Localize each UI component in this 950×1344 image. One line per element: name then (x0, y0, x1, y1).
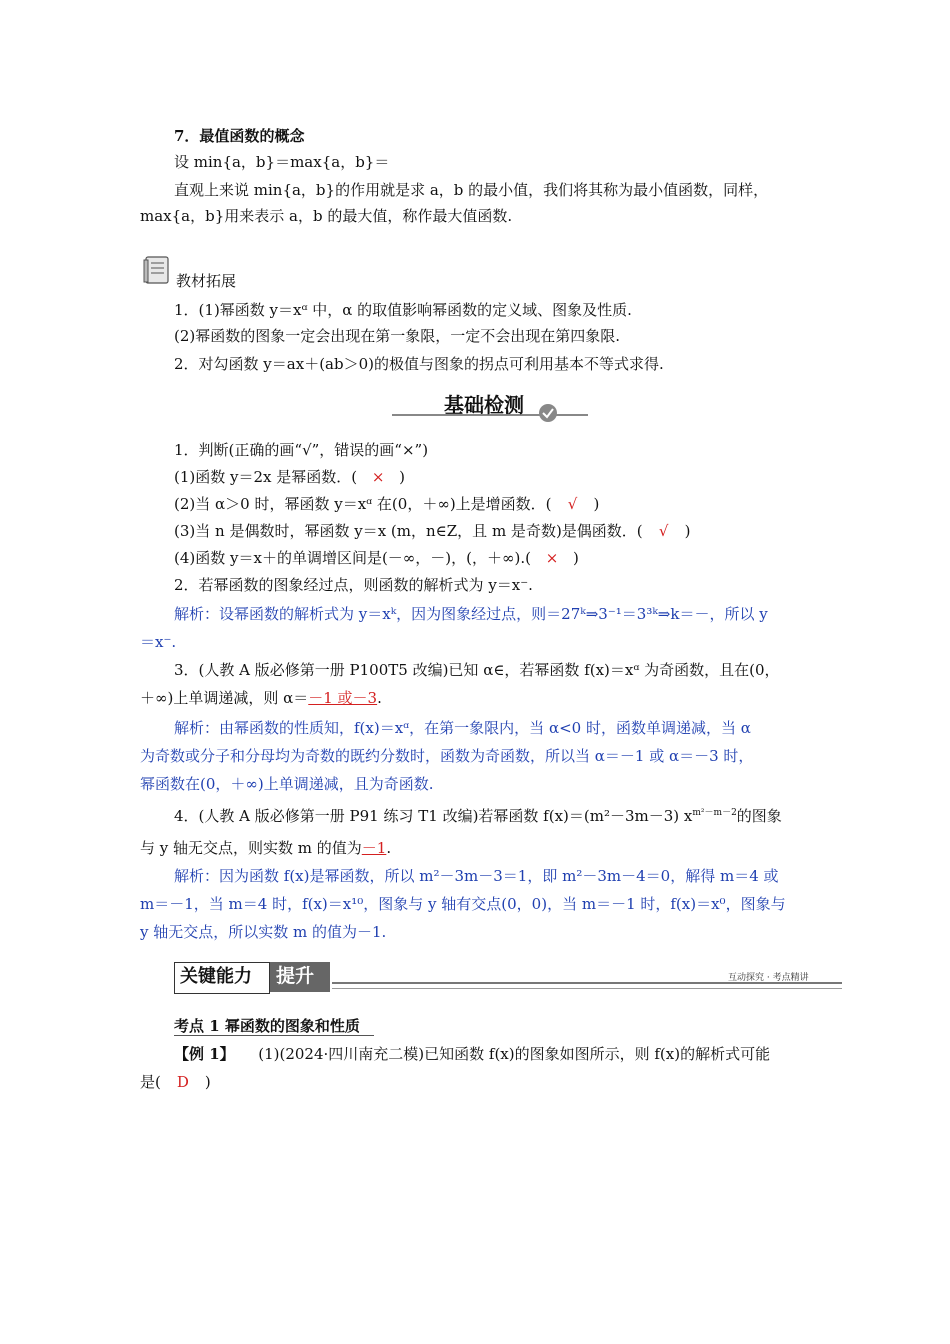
banner-rule-bottom (332, 988, 842, 989)
q1b-answer: √ (567, 495, 578, 513)
example-line2-end: ) (204, 1073, 211, 1091)
section-7-paragraph-line1: 直观上来说 min{a，b}的作用就是求 a，b 的最小值，我们将其称为最小值函数，同样， (174, 181, 769, 199)
example-line1 (174, 1044, 770, 1064)
q4-exponent: m²－m－2 (692, 808, 737, 818)
q3-solution-line2: 为奇数或分子和分母均为奇数的既约分数时，函数为奇函数，所以当 α＝－1 或 α＝－3 时， (140, 747, 754, 765)
q3-answer: －1 或－3 (308, 689, 378, 707)
q4-answer: －1 (361, 839, 387, 857)
q1c (174, 521, 691, 541)
q1c-answer: √ (658, 522, 669, 540)
extension-title: 教材拓展 (176, 272, 237, 290)
q1d (174, 548, 579, 568)
q1c-close: ) (684, 522, 691, 540)
basic-check-banner: 基础检测 (444, 393, 524, 417)
q1c-text: (3)当 n 是偶数时，幂函数 y＝x (m，n∈Z，且 m 是奇数)是偶函数．( (174, 522, 643, 540)
extension-line3: 2．对勾函数 y＝ax＋(ab＞0)的极值与图象的拐点可利用基本不等式求得. (174, 355, 664, 373)
check-circle-icon (538, 403, 558, 423)
q4-prompt-line2 (140, 838, 391, 858)
q1d-text: (4)函数 y＝x＋的单调增区间是(－∞，－)，(，＋∞).( (174, 549, 531, 567)
q3-prompt-line1: 3．(人教 A 版必修第一册 P100T5 改编)已知 α∈，若幂函数 f(x)＝xᵅ 为奇函数，且在(0， (174, 661, 780, 679)
q4-line1-text: 4．(人教 A 版必修第一册 P91 练习 T1 改编)若幂函数 f(x)＝(m²－3m－3) x (174, 807, 693, 825)
q1b-text: (2)当 α＞0 时，幂函数 y＝xᵅ 在(0，＋∞)上是增函数．( (174, 495, 552, 513)
q1b (174, 494, 599, 514)
book-scroll-icon (142, 254, 174, 286)
section-7-title: 7．最值函数的概念 (174, 127, 305, 145)
q4-line2-end: . (386, 839, 392, 857)
q1d-close: ) (572, 549, 579, 567)
q4-line1-end: 的图象 (736, 807, 782, 825)
section-7-paragraph-line2: max{a，b}用来表示 a，b 的最大值，称作最大值函数. (140, 207, 513, 225)
q3-solution-line3: 幂函数在(0，＋∞)上单调递减，且为奇函数. (140, 775, 434, 793)
example-text: (1)(2024·四川南充二模)已知函数 f(x)的图象如图所示，则 f(x)的解析式可能 (258, 1045, 771, 1063)
q1-prompt: 1．判断(正确的画“√”，错误的画“×”) (174, 441, 429, 459)
q4-solution-line3: y 轴无交点，所以实数 m 的值为－1. (140, 923, 387, 941)
banner-title-emphasis: 提升 (276, 965, 315, 987)
banner-title: 关键能力 (180, 966, 252, 987)
q1a-answer: × (371, 468, 385, 486)
example-answer: D (176, 1073, 189, 1091)
topic-underline (174, 1035, 374, 1036)
q4-solution-line2: m＝－1，当 m＝4 时，f(x)＝x¹⁰，图象与 y 轴有交点(0，0)，当 m＝－1 时，f(x)＝x⁰，图象与 (140, 895, 786, 913)
q3-prompt-line2 (140, 688, 382, 708)
key-ability-banner (174, 962, 842, 994)
q2-solution-line1: 解析：设幂函数的解析式为 y＝xᵏ，因为图象经过点，则＝27ᵏ⇒3⁻¹＝3³ᵏ⇒k＝－，所以 y (174, 605, 768, 623)
q3-solution-line1: 解析：由幂函数的性质知，f(x)＝xᵅ，在第一象限内，当 α<0 时，函数单调递减，当 α (174, 719, 751, 737)
q1d-answer: × (545, 549, 559, 567)
example-line2 (140, 1072, 211, 1092)
q1a-text: (1)函数 y＝2x 是幂函数．( (174, 468, 358, 486)
example-line2-text: 是( (140, 1073, 161, 1091)
q1a-close: ) (399, 468, 405, 486)
extension-line1: 1．(1)幂函数 y＝xᵅ 中，α 的取值影响幂函数的定义域、图象及性质. (174, 301, 632, 319)
banner-subtitle: 互动探究 · 考点精讲 (728, 973, 809, 983)
q1b-close: ) (593, 495, 600, 513)
q1a (174, 467, 405, 487)
q4-solution-line1: 解析：因为函数 f(x)是幂函数，所以 m²－3m－3＝1，即 m²－3m－4＝0，解得 m＝4 或 (174, 867, 779, 885)
section-7-definition: 设 min{a，b}＝max{a，b}＝ (174, 153, 390, 171)
q4-line2-text: 与 y 轴无交点，则实数 m 的值为 (140, 839, 362, 857)
q3-line2-end: . (377, 689, 382, 707)
example-label: 【例 1】 (174, 1045, 235, 1063)
q3-line2-text: ＋∞)上单调递减，则 α＝ (140, 689, 309, 707)
q2-solution-line2: ＝x⁻. (140, 633, 177, 651)
q2-prompt: 2．若幂函数的图象经过点，则函数的解析式为 y＝x⁻. (174, 576, 533, 594)
topic-heading: 考点 1 幂函数的图象和性质 (174, 1017, 360, 1035)
q4-prompt-line1 (174, 806, 782, 826)
extension-line2: (2)幂函数的图象一定会出现在第一象限，一定不会出现在第四象限. (174, 327, 621, 345)
